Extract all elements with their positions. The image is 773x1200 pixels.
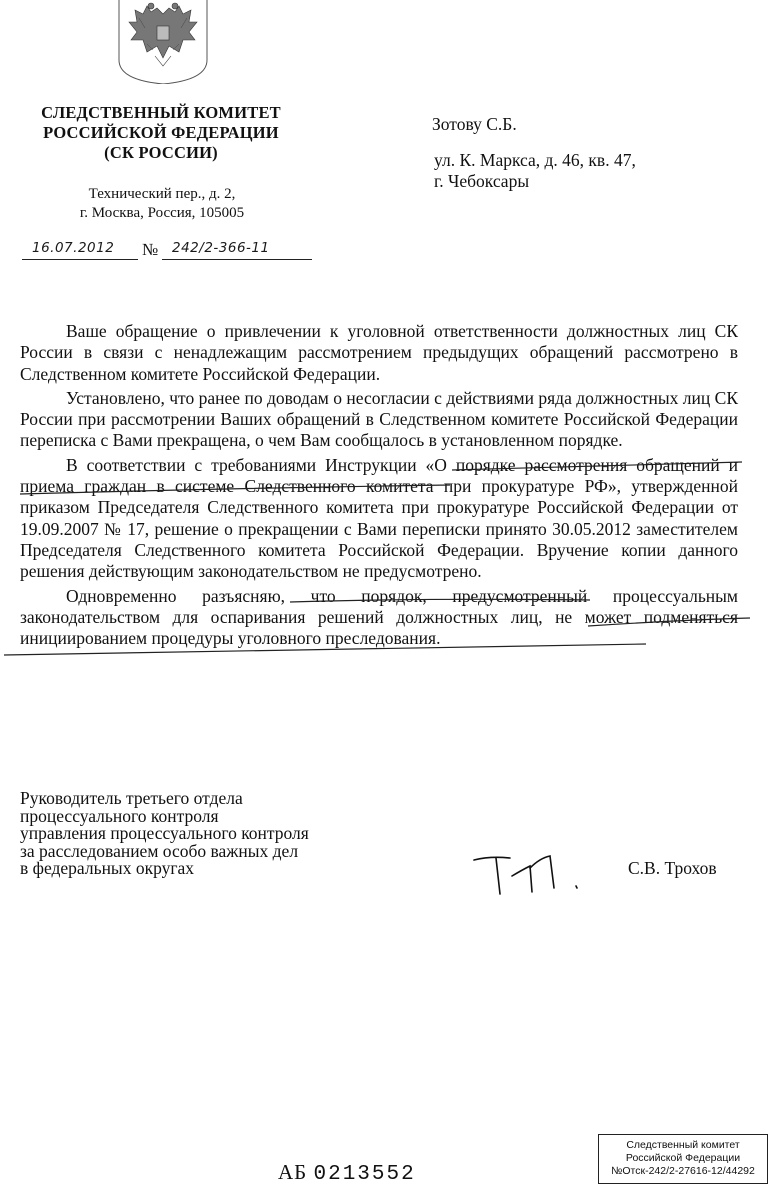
org-address-line-2: г. Москва, Россия, 105005 (79, 205, 245, 221)
paragraph-1: Ваше обращение о привлечении к уголовной ответственности должностных лиц СК России в связи с ненадлежащим рассмотрением предыдущих обращений рассмотрено в Следственном комитете Российской Федерации. (20, 321, 738, 384)
org-name-line-1: СЛЕДСТВЕННЫЙ КОМИТЕТ (41, 103, 281, 122)
registration-date: 16.07.2012 (32, 240, 115, 256)
recipient-address (434, 150, 636, 192)
registration-line (22, 234, 312, 264)
serial-prefix: АБ (278, 1160, 308, 1184)
stamp-line-1: Следственный комитет (626, 1139, 740, 1151)
position-line-5: в федеральных округах (20, 858, 195, 879)
form-serial (278, 1160, 416, 1186)
position-line-1: Руководитель третьего отдела (20, 788, 243, 808)
organization-name (20, 103, 302, 163)
paragraph-4: Одновременно разъясняю, что порядок, предусмотренный процессуальным законодательством для оспаривания решений должностных лиц, не может подменяться инициированием процедуры уголовного преследования. (20, 585, 738, 649)
registration-number-sign: № (142, 240, 159, 259)
coat-of-arms-emblem (117, 0, 209, 84)
paragraph-3: В соответствии с требованиями Инструкции «О порядке рассмотрения обращений и приема граждан в системе Следственного комитета при прокуратуре РФ», утвержденной приказом Председателя Следственного комитета при прокуратуре Российской Федерации от 19.09.2007 № 17, решение о прекращении с Вами переписки принято 30.05.2012 заместителем Председателя Следственного комитета Российской Федерации. Вручение копии данного решения действующим законодательством не предусмотрено. (20, 454, 738, 582)
paragraph-2: Установлено, что ранее по доводам о несогласии с действиями ряда должностных лиц СК России при рассмотрении Ваших обращений в Следственном комитете Российской Федерации переписка с Вами прекращена, о чем Вам сообщалось в установленном порядке. (20, 387, 738, 451)
number-underline (162, 259, 312, 260)
serial-number: 0213552 (313, 1163, 416, 1186)
org-name-line-2: РОССИЙСКОЙ ФЕДЕРАЦИИ (43, 123, 279, 142)
position-line-4: за расследованием особо важных дел (20, 840, 299, 861)
org-name-line-3: (СК РОССИИ) (104, 143, 218, 162)
recipient-address-line-1: ул. К. Маркса, д. 46, кв. 47, (434, 150, 636, 170)
registration-stamp (598, 1134, 768, 1184)
registration-number: 242/2-366-11 (172, 240, 270, 256)
signatory-name: С.В. Трохов (628, 858, 717, 878)
date-underline (22, 259, 138, 260)
position-line-2: процессуального контроля (20, 805, 219, 826)
org-address-line-1: Технический пер., д. 2, (88, 186, 236, 202)
letter-body (20, 321, 738, 652)
stamp-line-2: Российской Федерации (625, 1152, 741, 1164)
signatory-position (20, 790, 400, 878)
recipient-name: Зотову С.Б. (432, 114, 517, 134)
recipient-address-line-2: г. Чебоксары (434, 171, 530, 191)
position-line-3: управления процессуального контроля (20, 823, 309, 844)
organization-address (42, 185, 282, 223)
stamp-line-3: №Отск-242/2-27616-12/44292 (611, 1165, 755, 1177)
handwritten-signature (470, 848, 590, 898)
